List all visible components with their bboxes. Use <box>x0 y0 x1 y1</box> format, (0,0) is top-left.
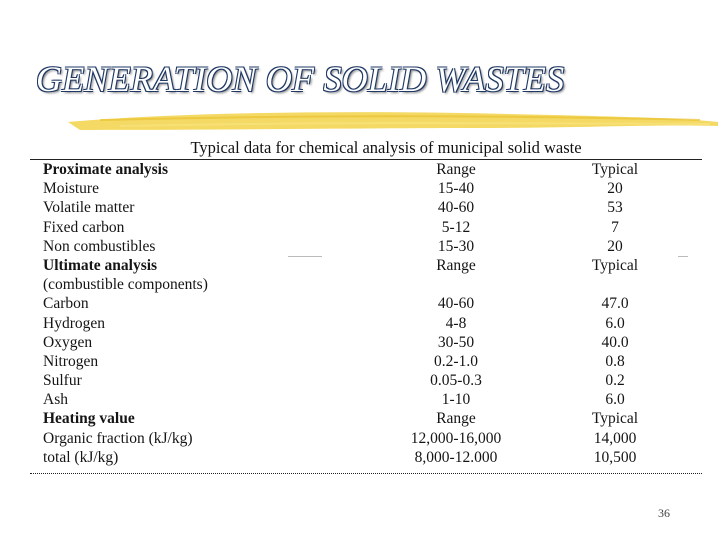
row-typical: 14,000 <box>593 429 637 447</box>
row-range: 4-8 <box>445 314 467 332</box>
chemical-analysis-table-scan <box>30 136 702 476</box>
row-range: 0.05-0.3 <box>430 372 482 390</box>
table-section-header-row <box>30 256 702 275</box>
table-row <box>30 448 702 467</box>
row-range: 1-10 <box>441 391 471 409</box>
row-typical: Typical <box>591 161 639 178</box>
row-label: (combustible components) <box>43 276 208 294</box>
row-typical: 0.8 <box>605 352 625 370</box>
row-range: 40-60 <box>437 295 475 313</box>
table-bottom-rule <box>30 473 702 474</box>
row-typical: 10,500 <box>593 448 637 466</box>
row-range: 12,000-16,000 <box>410 429 502 447</box>
row-label: Ash <box>43 391 68 409</box>
row-range: 30-50 <box>437 333 475 351</box>
table-row <box>30 198 702 217</box>
table-row <box>30 218 702 237</box>
row-range: 40-60 <box>437 199 475 217</box>
row-label: Heating value <box>43 410 135 428</box>
row-range: 15-40 <box>437 180 475 198</box>
row-label: Nitrogen <box>43 352 99 370</box>
row-range: 5-12 <box>441 218 471 236</box>
row-label: Oxygen <box>43 333 93 351</box>
row-label: Sulfur <box>43 372 82 390</box>
row-typical: 20 <box>607 237 623 255</box>
table-row <box>30 429 702 448</box>
table-row <box>30 390 702 409</box>
row-typical: 53 <box>607 199 623 217</box>
table-rows <box>30 160 702 467</box>
table-row <box>30 371 702 390</box>
row-typical: 6.0 <box>605 314 625 332</box>
row-label: Moisture <box>43 180 99 198</box>
row-typical: 40.0 <box>601 333 629 351</box>
row-typical: 6.0 <box>605 391 625 409</box>
table-section-header-row <box>30 409 702 428</box>
table-row <box>30 294 702 313</box>
row-label: total (kJ/kg) <box>43 448 119 466</box>
row-label: Fixed carbon <box>43 218 125 236</box>
row-label: Carbon <box>43 295 89 313</box>
slide-title: GENERATION OF SOLID WASTES <box>36 59 565 99</box>
row-label: Volatile matter <box>43 199 135 217</box>
table-section-header-row <box>30 160 702 179</box>
page-number: 36 <box>658 506 670 520</box>
row-typical: Typical <box>591 256 639 274</box>
row-typical: 0.2 <box>605 372 625 390</box>
scan-artifact <box>288 256 322 257</box>
table-title: Typical data for chemical analysis of municipal solid waste <box>190 138 582 157</box>
row-typical: 7 <box>611 218 619 236</box>
row-label: Ultimate analysis <box>43 256 158 274</box>
row-range: 8,000-12.000 <box>414 448 498 466</box>
scan-artifact <box>678 256 688 257</box>
row-typical: Typical <box>591 410 639 428</box>
row-typical: 47.0 <box>601 295 629 313</box>
row-range: Range <box>436 410 476 428</box>
table-row <box>30 333 702 352</box>
row-range: 0.2-1.0 <box>434 352 478 370</box>
table-row <box>30 275 702 294</box>
row-label: Organic fraction (kJ/kg) <box>43 429 193 447</box>
table-row <box>30 179 702 198</box>
row-label: Proximate analysis <box>43 161 168 178</box>
row-range: Range <box>436 161 476 178</box>
row-range: Range <box>436 256 476 274</box>
row-typical: 20 <box>607 180 623 198</box>
table-row <box>30 352 702 371</box>
title-underline-brush-stroke <box>60 108 720 134</box>
row-label: Non combustibles <box>43 237 156 255</box>
row-range: 15-30 <box>437 237 475 255</box>
table-row <box>30 314 702 333</box>
row-label: Hydrogen <box>43 314 105 332</box>
table-row <box>30 237 702 256</box>
